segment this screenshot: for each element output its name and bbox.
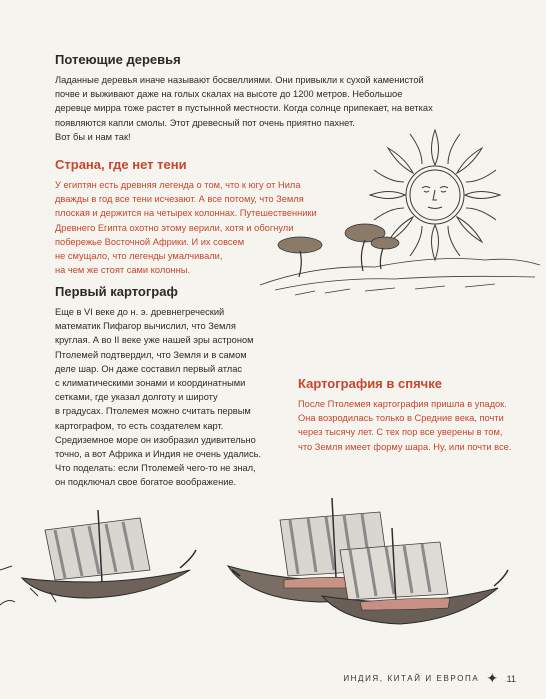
- section-title: Страна, где нет тени: [55, 157, 187, 172]
- text-line: круглая. А во II веке уже нашей эры астроном: [55, 335, 254, 346]
- text-line: Еще в VI веке до н. э. древнегреческий: [55, 307, 225, 317]
- text-line: с климатическими зонами и координатными: [55, 378, 246, 389]
- text-line: дважды в год все тени исчезают. А все потому, что Земля: [55, 194, 304, 205]
- section-title: Картография в спячке: [298, 376, 442, 391]
- page-number: 11: [506, 673, 516, 684]
- text-line: картографом, то есть создателем карт.: [55, 420, 224, 431]
- text-line: Ладанные деревья иначе называют босвеллиями. Они привыкли к сухой каменистой: [55, 75, 424, 85]
- text-line: деревце мирра тоже растет в пустынной местности. Когда солнце припекает, на ветках: [55, 103, 433, 114]
- section-first-cartographer: [55, 284, 295, 490]
- text-line: После Птолемея картография пришла в упадок.: [298, 399, 507, 409]
- ship-left: [22, 510, 196, 602]
- section-title: Первый картограф: [55, 284, 178, 299]
- running-title: ИНДИЯ, КИТАЙ И ЕВРОПА: [343, 674, 480, 683]
- text-line: не смущало, что легенды умалчивали,: [55, 251, 223, 262]
- text-line: в градусах. Птолемея можно считать первым: [55, 406, 251, 417]
- text-line: что Земля имеет форму шара. Ну, или почти все.: [298, 441, 512, 452]
- text-line: Средиземное море он изобразил удивительно: [55, 434, 256, 445]
- section-cartography-dormant: [298, 376, 528, 454]
- page-footer: [343, 670, 516, 687]
- ships-illustration: [0, 470, 546, 650]
- text-line: Вот бы и нам так!: [55, 131, 131, 142]
- compass-star-icon: ✦: [486, 670, 500, 686]
- text-line: У египтян есть древняя легенда о том, что к югу от Нила: [55, 180, 301, 190]
- text-line: плоская и держится на четырех колоннах. Путешественники: [55, 208, 317, 219]
- text-line: он подключал свое богатое воображение.: [55, 477, 237, 488]
- trees-illustration: [255, 205, 545, 300]
- text-line: Птолемей подтвердил, что Земля и в самом: [55, 349, 247, 360]
- text-line: через тысячу лет. С тех пор все уверены в том,: [298, 427, 503, 438]
- text-line: Что поделать: если Птолемей чего-то не знал,: [55, 463, 256, 474]
- section-body: [298, 397, 528, 454]
- text-line: математик Пифагор вычислил, что Земля: [55, 321, 236, 332]
- text-line: почве и выживают даже на голых скалах на высоте до 1200 метров. Небольшое: [55, 89, 403, 100]
- text-line: Она возродилась только в Средние века, почти: [298, 413, 504, 424]
- section-body: [55, 305, 295, 490]
- text-line: появляются капли смолы. Этот древесный пот очень приятно пахнет.: [55, 117, 355, 128]
- text-line: точно, а вот Африка и Индия не очень удались.: [55, 449, 262, 460]
- section-title: Потеющие деревья: [55, 52, 181, 67]
- text-line: деле шар. Он даже составил первый атлас: [55, 363, 243, 374]
- text-line: побережье Восточной Африки. И их совсем: [55, 236, 245, 247]
- text-line: на чем же стоят сами колонны.: [55, 265, 191, 276]
- text-line: Древнего Египта охотно этому верили, хотя и обогнули: [55, 222, 294, 233]
- text-line: сетками, где указал долготу и широту: [55, 392, 218, 403]
